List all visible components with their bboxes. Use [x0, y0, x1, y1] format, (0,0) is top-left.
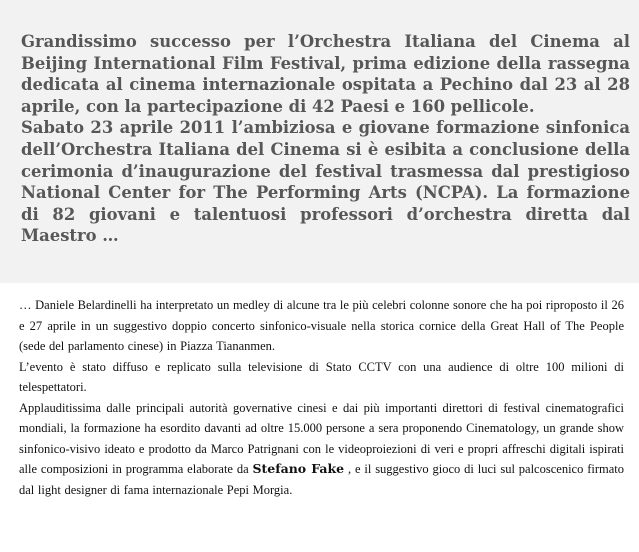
lead-text [21, 31, 630, 247]
body-paragraph-3-text-after: , e il suggestivo gioco di luci sul palcoscenico firmato dal light designer di fama internazionale Pepi Morgia. [19, 462, 624, 497]
lead-paragraph-2: Sabato 23 aprile 2011 l’ambiziosa e giovane formazione sinfonica dell’Orchestra Italiana del Cinema si è esibita a conclusione della cerimonia d’inaugurazione del festival trasmessa dal prestigioso National Center for The Performing Arts (NCPA). La formazione di 82 giovani e talentuosi professori d’orchestra diretta dal Maestro … [21, 118, 630, 246]
body-paragraph-2: L’evento è stato diffuso e replicato sulla televisione di Stato CCTV con una audience di oltre 100 milioni di telespettatori. [19, 359, 624, 394]
body-paragraph-3 [19, 398, 624, 501]
lead-paragraph-1: Grandissimo successo per l’Orchestra Italiana del Cinema al Beijing International Film Festival, prima edizione della rassegna dedicata al cinema internazionale ospitata a Pechino dal 23 al 28 aprile, con la partecipazione di 42 Paesi e 160 pellicole. [21, 32, 630, 116]
artist-name: Stefano Fake [252, 461, 345, 476]
body-paragraph-3-text-before: Applauditissima dalle principali autorità governative cinesi e dai più importanti direttori di festival cinematografici mondiali, la formazione ha esordito davanti ad oltre 15.000 persone a sera proponendo Cinematology, un grande show sinfonico-visivo ideato e prodotto da Marco Patrignani con le videoproiezioni di veri e propri affreschi digitali ispirati alle composizioni in programma elaborate da [19, 400, 624, 476]
article-body [19, 295, 624, 500]
body-paragraph-1: … Daniele Belardinelli ha interpretato un medley di alcune tra le più celebri colonne sonore che ha poi riproposto il 26 e 27 aprile in un suggestivo doppio concerto sinfonico-visuale nella storica cornice della Great Hall of The People (sede del parlamento cinese) in Piazza Tiananmen. [19, 298, 624, 353]
